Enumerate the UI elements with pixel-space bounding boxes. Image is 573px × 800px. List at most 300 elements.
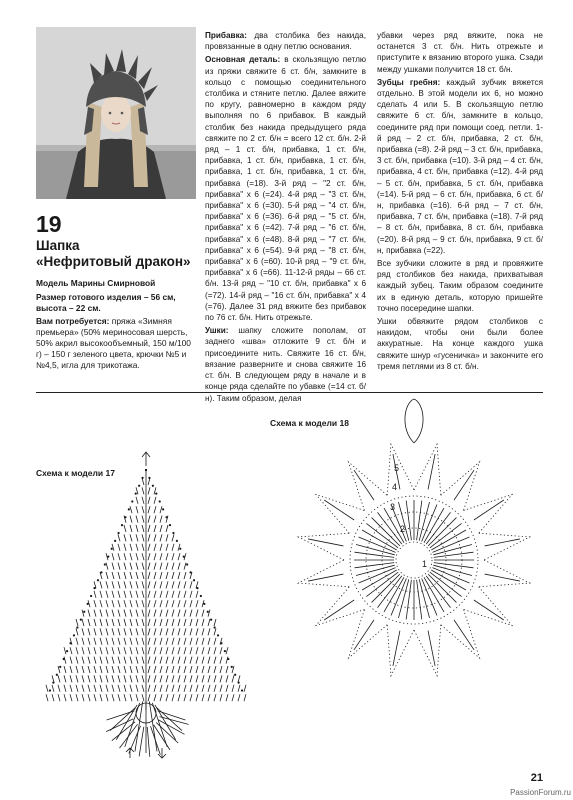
stitch-symbol: [112, 628, 114, 635]
stitch-symbol: [196, 638, 198, 645]
model-number: 19: [36, 211, 62, 237]
direction-arrow: [142, 452, 150, 466]
stitch-symbol: [208, 675, 210, 682]
stitch-symbol: [178, 544, 180, 551]
stitch-symbol: [178, 610, 180, 617]
stitch-symbol: [130, 534, 132, 541]
stitch-symbol: [154, 657, 156, 664]
stitch-symbol: [118, 591, 120, 598]
stitch-symbol: [166, 666, 168, 673]
stitch-symbol: [130, 647, 132, 654]
stitch-symbol: [166, 610, 168, 617]
chain-dot: [227, 658, 229, 660]
stitch-symbol: [106, 581, 108, 588]
stitch-symbol: [178, 572, 180, 579]
stitch-symbol: [244, 694, 246, 701]
stitch-symbol: [130, 694, 132, 701]
stitch-symbol: [118, 534, 120, 541]
stitch-symbol: [184, 647, 186, 654]
stitch-symbol: [142, 544, 144, 551]
stitch-symbol: [64, 675, 66, 682]
stitch-symbol: [202, 657, 204, 664]
stitch-symbol: [154, 497, 156, 504]
stitch-symbol: [166, 572, 168, 579]
stitch-symbol: [136, 516, 138, 523]
stitch-symbol: [142, 478, 144, 485]
chain-dot: [224, 650, 226, 652]
stitch-symbol: [112, 647, 114, 654]
stitch-symbol: [160, 610, 162, 617]
stitch-symbol: [136, 497, 138, 504]
stitch-symbol: [100, 694, 102, 701]
hanging-loop: [405, 399, 423, 443]
scallop-point: [463, 494, 512, 533]
model-title-line1: Шапка: [36, 238, 80, 253]
chain-dot: [145, 469, 147, 471]
stitch-symbol: [196, 591, 198, 598]
chain-dot: [87, 603, 89, 605]
stitch-symbol: [148, 581, 150, 588]
main-part-paragraph: [205, 54, 366, 323]
stitch-symbol: [244, 685, 246, 692]
stitch-symbol: [106, 657, 108, 664]
stitch-symbol: [190, 619, 192, 626]
stitch-symbol: [232, 685, 234, 692]
diagram-17-title: Схема к модели 17: [36, 468, 115, 478]
stitch-symbol: [118, 675, 120, 682]
stitch-symbol: [208, 619, 210, 626]
chain-dot: [203, 603, 205, 605]
stitch-symbol: [124, 675, 126, 682]
stitch-symbol: [100, 666, 102, 673]
stitch-symbol: [148, 675, 150, 682]
materials-lead: Вам потребуется:: [36, 316, 110, 327]
stitch-symbol: [130, 563, 132, 570]
stitch-symbol: [151, 726, 161, 754]
stitch-symbol: [82, 657, 84, 664]
stitch-symbol: [148, 628, 150, 635]
stitch-symbol: [232, 694, 234, 701]
stitch-symbol: [136, 638, 138, 645]
stitch-symbol: [124, 647, 126, 654]
stitch-symbol: [154, 591, 156, 598]
stitch-symbol: [142, 666, 144, 673]
stitch-symbol: [208, 610, 210, 617]
stitch-symbol: [142, 628, 144, 635]
stitch-symbol: [112, 722, 135, 741]
stitch-symbol: [100, 647, 102, 654]
stitch-symbol: [226, 647, 228, 654]
stitch-symbol: [172, 544, 174, 551]
stitch-symbol: [208, 657, 210, 664]
stitch-symbol: [52, 685, 54, 692]
stitch-symbol: [160, 657, 162, 664]
stitch-symbol: [94, 685, 96, 692]
stitch-symbol: [485, 574, 520, 581]
stitch-symbol: [148, 563, 150, 570]
stitch-symbol: [106, 628, 108, 635]
stitch-symbol: [214, 675, 216, 682]
chain-dot: [214, 626, 216, 628]
stitch-symbol: [154, 628, 156, 635]
stitch-symbol: [136, 506, 138, 513]
chain-dot: [135, 493, 137, 495]
stitch-symbol: [142, 487, 144, 494]
stitch-symbol: [184, 666, 186, 673]
stitch-symbol: [136, 563, 138, 570]
stitch-symbol: [124, 610, 126, 617]
stitch-symbol: [82, 638, 84, 645]
stitch-symbol: [82, 694, 84, 701]
stitch-symbol: [454, 470, 474, 500]
stitch-symbol: [196, 647, 198, 654]
stitch-symbol: [238, 685, 240, 692]
stitch-symbol: [202, 694, 204, 701]
chain-dot: [207, 611, 209, 613]
stitch-symbol: [148, 534, 150, 541]
chain-dot: [66, 650, 68, 652]
stitch-symbol: [354, 620, 374, 650]
stitch-symbol: [70, 666, 72, 673]
chain-dot: [104, 563, 106, 565]
chain-dot: [100, 571, 102, 573]
stitch-symbol: [82, 675, 84, 682]
ears-lead: Ушки:: [205, 326, 229, 336]
stitch-symbol: [190, 694, 192, 701]
stitch-symbol: [184, 628, 186, 635]
comb-spikes-paragraph: [377, 77, 543, 256]
stitch-symbol: [124, 638, 126, 645]
stitch-symbol: [154, 610, 156, 617]
stitch-symbol: [166, 628, 168, 635]
stitch-symbol: [148, 619, 150, 626]
stitch-symbol: [226, 657, 228, 664]
stitch-symbol: [118, 694, 120, 701]
stitch-symbol: [52, 675, 54, 682]
stitch-symbol: [82, 628, 84, 635]
scallop-point: [479, 560, 530, 587]
chain-dot: [238, 682, 240, 684]
stitch-symbol: [428, 454, 435, 489]
stitch-symbol: [70, 675, 72, 682]
stitch-symbol: [88, 694, 90, 701]
stitch-symbol: [118, 553, 120, 560]
stitch-symbol: [160, 572, 162, 579]
stitch-symbol: [100, 685, 102, 692]
stitch-symbol: [142, 534, 144, 541]
diagram-18-title: Схема к модели 18: [270, 418, 349, 428]
stitch-symbol: [178, 666, 180, 673]
comb-spikes-text: каждый зубчик вяжется отдельно. В этой модели их 6, но можно сделать 4 или 5. В скользящую петлю свяжите 6 ст. б/н, замкните в кольцо, соедините ряд при помощи соед. петли. 1-й ряд – 2 ст. б/н, прибавка, 2 ст. б/н, прибавка (=8). 2-й ряд – 3 ст. б/н, прибавка, 3 ст. б/н, прибавка (=10). 3-й ряд – 4 ст. б/н, прибавка, 4 ст. б/н, прибавка (=12). 4-й ряд – 5 ст. б/н, прибавка, 5 ст. б/н, прибавка (=14). 5-й ряд – 6 ст. б/н, прибавка, 6 ст. б/н, прибавка (=16). 6-й ряд – 7 ст. б/н, прибавка, 7 ст. б/н, прибавка (=18). 7-й ряд – 8 ст. б/н, прибавка, 8 ст. б/н, прибавка (=20). 8-й ряд – 9 ст. б/н, прибавка, 9 ст. б/н, прибавка (=22).: [377, 77, 544, 255]
stitch-symbol: [100, 657, 102, 664]
stitch-symbol: [124, 553, 126, 560]
stitch-symbol: [136, 553, 138, 560]
stitch-symbol: [372, 518, 400, 546]
stitch-symbol: [76, 685, 78, 692]
stitch-symbol: [166, 685, 168, 692]
stitch-symbol: [214, 647, 216, 654]
stitch-symbol: [118, 657, 120, 664]
scallop-point: [414, 625, 441, 676]
stitch-symbol: [130, 516, 132, 523]
stitch-symbol: [130, 666, 132, 673]
stitch-symbol: [208, 638, 210, 645]
stitch-symbol: [152, 703, 167, 747]
stitch-symbol: [214, 685, 216, 692]
stitch-symbol: [166, 553, 168, 560]
stitch-symbol: [124, 619, 126, 626]
stitch-symbol: [76, 657, 78, 664]
main-part-lead: Основная деталь:: [205, 55, 281, 65]
stitch-symbol: [64, 666, 66, 673]
chain-dot: [196, 587, 198, 589]
stitch-symbol: [70, 685, 72, 692]
stitch-symbol: [393, 631, 400, 666]
stitch-symbol: [82, 666, 84, 673]
ears-text: шапку сложите пополам, от заднего «шва» отложите 9 ст. б/н и присоедините нить. Свяжите 16 ст. б/н, вязание разверните и снова свяжите 16 ст. б/н. В следующем ряду в начале и в конце ряда сделайте по убавке (=14 ст. б/н). Таким образом, делая: [205, 326, 366, 403]
chain-dot: [217, 634, 219, 636]
stitch-symbol: [190, 591, 192, 598]
stitch-symbol: [178, 685, 180, 692]
row-number-5: 5: [394, 463, 400, 473]
page-number: 21: [530, 772, 543, 784]
stitch-symbol: [124, 525, 126, 532]
stitch-symbol: [148, 478, 150, 485]
stitch-symbol: [94, 694, 96, 701]
stitch-symbol: [112, 638, 114, 645]
stitch-symbol: [154, 647, 156, 654]
stitch-symbol: [214, 657, 216, 664]
stitch-symbol: [112, 666, 114, 673]
stitch-symbol: [82, 685, 84, 692]
stitch-symbol: [208, 647, 210, 654]
row-number-4: 4: [392, 482, 398, 492]
stitch-symbol: [94, 619, 96, 626]
stitch-symbol: [112, 685, 114, 692]
stitch-symbol: [178, 638, 180, 645]
scallop-point: [316, 494, 365, 533]
stitch-symbol: [178, 553, 180, 560]
stitch-symbol: [172, 581, 174, 588]
chain-dot: [189, 571, 191, 573]
stitch-symbol: [172, 534, 174, 541]
stitch-symbol: [88, 666, 90, 673]
stitch-symbol: [142, 600, 144, 607]
stitch-symbol: [154, 675, 156, 682]
stitch-symbol: [485, 539, 520, 546]
stitch-symbol: [130, 581, 132, 588]
model-materials: [36, 316, 196, 370]
stitch-symbol: [124, 628, 126, 635]
stitch-symbol: [148, 525, 150, 532]
stitch-symbol: [160, 591, 162, 598]
stitch-symbol: [82, 647, 84, 654]
stitch-symbol: [202, 610, 204, 617]
stitch-symbol: [120, 724, 138, 748]
chain-dot: [63, 658, 65, 660]
stitch-symbol: [178, 647, 180, 654]
stitch-symbol: [100, 581, 102, 588]
chain-dot: [152, 485, 154, 487]
stitch-symbol: [136, 525, 138, 532]
stitch-symbol: [88, 675, 90, 682]
stitch-symbol: [148, 497, 150, 504]
chain-dot: [114, 540, 116, 542]
stitch-symbol: [178, 591, 180, 598]
stitch-symbol: [184, 591, 186, 598]
stitch-symbol: [130, 525, 132, 532]
stitch-symbol: [226, 666, 228, 673]
stitch-symbol: [208, 628, 210, 635]
stitch-symbol: [112, 581, 114, 588]
stitch-symbol: [142, 525, 144, 532]
stitch-symbol: [118, 610, 120, 617]
stitch-symbol: [148, 657, 150, 664]
chain-dot: [141, 477, 143, 479]
stitch-symbol: [142, 657, 144, 664]
stitch-symbol: [172, 666, 174, 673]
stitch-symbol: [136, 544, 138, 551]
chain-dot: [193, 579, 195, 581]
stitch-symbol: [124, 600, 126, 607]
stitch-symbol: [70, 647, 72, 654]
stitch-symbol: [130, 628, 132, 635]
stitch-symbol: [166, 619, 168, 626]
stitch-symbol: [190, 581, 192, 588]
stitch-symbol: [64, 657, 66, 664]
stitch-symbol: [106, 647, 108, 654]
stitch-symbol: [142, 553, 144, 560]
stitch-symbol: [118, 572, 120, 579]
stitch-symbol: [70, 657, 72, 664]
stitch-symbol: [136, 581, 138, 588]
chain-dot: [200, 595, 202, 597]
stitch-symbol: [118, 600, 120, 607]
stitch-symbol: [136, 657, 138, 664]
stitch-symbol: [196, 628, 198, 635]
stitch-symbol: [172, 619, 174, 626]
scallop-point: [298, 533, 349, 560]
stitch-symbol: [166, 647, 168, 654]
stitch-symbol: [76, 619, 78, 626]
stitch-symbol: [166, 581, 168, 588]
stitch-symbol: [106, 619, 108, 626]
chain-dot: [155, 493, 157, 495]
stitch-symbol: [106, 694, 108, 701]
stitch-symbol: [76, 628, 78, 635]
stitch-symbol: [88, 628, 90, 635]
stitch-symbol: [178, 619, 180, 626]
chain-dot: [179, 548, 181, 550]
stitch-symbol: [136, 610, 138, 617]
stitch-symbol: [112, 600, 114, 607]
stitch-symbol: [100, 610, 102, 617]
stitch-symbol: [154, 506, 156, 513]
stitch-symbol: [136, 591, 138, 598]
stitch-symbol: [474, 600, 504, 620]
stitch-symbol: [46, 694, 48, 701]
stitch-symbol: [136, 534, 138, 541]
stitch-symbol: [148, 685, 150, 692]
stitch-symbol: [106, 675, 108, 682]
chain-dot: [69, 642, 71, 644]
stitch-symbol: [148, 666, 150, 673]
stitch-symbol: [166, 544, 168, 551]
stitch-symbol: [166, 591, 168, 598]
stitch-symbol: [154, 638, 156, 645]
stitch-symbol: [226, 694, 228, 701]
stitch-symbol: [202, 647, 204, 654]
stitch-symbol: [196, 610, 198, 617]
stitch-symbol: [142, 685, 144, 692]
stitch-symbol: [64, 647, 66, 654]
stitch-symbol: [160, 506, 162, 513]
stitch-symbol: [118, 619, 120, 626]
stitch-symbol: [82, 610, 84, 617]
stitch-symbol: [190, 628, 192, 635]
stitch-symbol: [214, 638, 216, 645]
stitch-symbol: [154, 553, 156, 560]
stitch-symbol: [160, 685, 162, 692]
stitch-symbol: [142, 581, 144, 588]
direction-arrow: [158, 748, 166, 758]
stitch-symbol: [160, 694, 162, 701]
stitch-symbol: [136, 675, 138, 682]
stitch-symbol: [196, 694, 198, 701]
stitch-symbol: [112, 657, 114, 664]
stitch-symbol: [160, 525, 162, 532]
stitch-symbol: [118, 685, 120, 692]
stitch-symbol: [118, 544, 120, 551]
chain-dot: [241, 689, 243, 691]
stitch-symbol: [214, 694, 216, 701]
stitch-symbol: [124, 694, 126, 701]
stitch-symbol: [308, 539, 343, 546]
stitch-symbol: [58, 694, 60, 701]
chain-dot: [80, 619, 82, 621]
stitch-symbol: [124, 666, 126, 673]
stitch-symbol: [184, 619, 186, 626]
stitch-symbol: [196, 666, 198, 673]
stitch-symbol: [100, 591, 102, 598]
stitch-symbol: [190, 638, 192, 645]
stitch-symbol: [154, 525, 156, 532]
assembly-paragraph: Все зубчики сложите в ряд и провяжите ряд столбиков без накида, прихватывая каждый зубец. Таким образом соедините их в единую деталь, которую пришейте точно посередине шапки.: [377, 259, 543, 313]
stitch-symbol: [154, 694, 156, 701]
stitch-symbol: [100, 600, 102, 607]
stitch-symbol: [142, 506, 144, 513]
chain-dot: [186, 563, 188, 565]
comb-spikes-lead: Зубцы гребня:: [377, 77, 441, 87]
stitch-symbol: [324, 500, 354, 520]
stitch-symbol: [148, 544, 150, 551]
stitch-symbol: [172, 591, 174, 598]
chain-dot: [176, 540, 178, 542]
stitch-symbol: [160, 628, 162, 635]
stitch-symbol: [154, 581, 156, 588]
stitch-symbol: [136, 572, 138, 579]
scallop-point: [463, 587, 512, 626]
stitch-symbol: [106, 685, 108, 692]
stitch-symbol: [136, 685, 138, 692]
stitch-symbol: [154, 600, 156, 607]
stitch-symbol: [160, 675, 162, 682]
chain-dot: [97, 579, 99, 581]
stitch-symbol: [124, 572, 126, 579]
stitch-symbol: [142, 638, 144, 645]
stitch-symbol: [196, 619, 198, 626]
chain-dot: [148, 477, 150, 479]
